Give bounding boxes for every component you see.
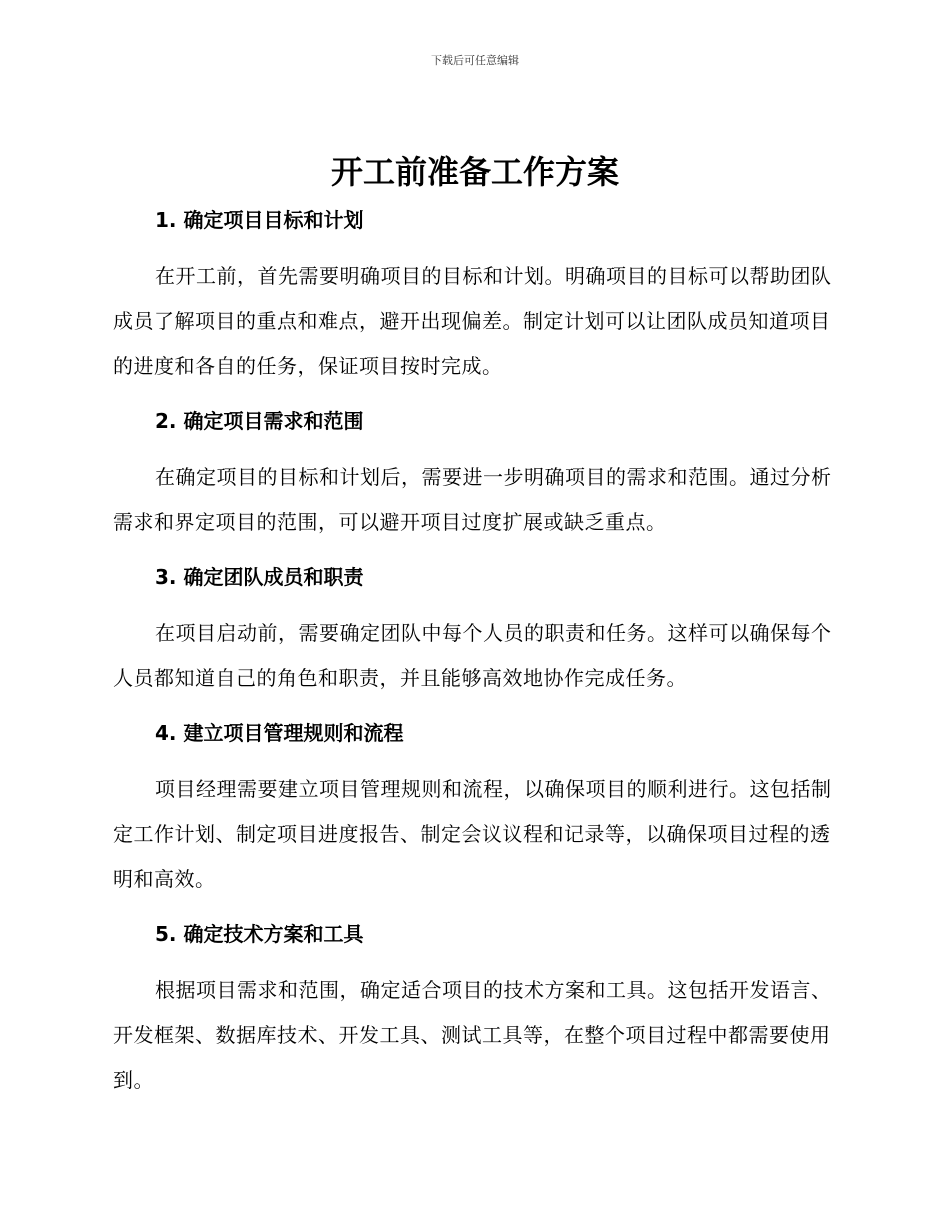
- section-3: [113, 555, 838, 701]
- document-body: [113, 198, 838, 1113]
- section-5: [113, 912, 838, 1103]
- page-header: 下载后可任意编辑: [431, 54, 519, 67]
- section-paragraph: 在开工前，首先需要明确项目的目标和计划。明确项目的目标可以帮助团队成员了解项目的重点和难点，避开出现偏差。制定计划可以让团队成员知道项目的进度和各自的任务，保证项目按时完成。: [113, 264, 832, 378]
- section-heading: 4. 建立项目管理规则和流程: [155, 721, 404, 745]
- section-2: [113, 399, 838, 545]
- section-paragraph: 根据项目需求和范围，确定适合项目的技术方案和工具。这包括开发语言、开发框架、数据库技术、开发工具、测试工具等，在整个项目过程中都需要使用到。: [113, 978, 832, 1092]
- section-heading: 5. 确定技术方案和工具: [155, 922, 364, 946]
- section-paragraph: 在项目启动前，需要确定团队中每个人员的职责和任务。这样可以确保每个人员都知道自己的角色和职责，并且能够高效地协作完成任务。: [113, 621, 832, 690]
- section-heading: 2. 确定项目需求和范围: [155, 409, 364, 433]
- section-paragraph: 项目经理需要建立项目管理规则和流程，以确保项目的顺利进行。这包括制定工作计划、制定项目进度报告、制定会议议程和记录等，以确保项目过程的透明和高效。: [113, 777, 832, 891]
- section-paragraph: 在确定项目的目标和计划后，需要进一步明确项目的需求和范围。通过分析需求和界定项目的范围，可以避开项目过度扩展或缺乏重点。: [113, 465, 832, 534]
- section-4: [113, 711, 838, 902]
- section-heading: 1. 确定项目目标和计划: [155, 208, 364, 232]
- document-title: 开工前准备工作方案: [330, 153, 619, 191]
- section-1: [113, 198, 838, 389]
- section-heading: 3. 确定团队成员和职责: [155, 565, 364, 589]
